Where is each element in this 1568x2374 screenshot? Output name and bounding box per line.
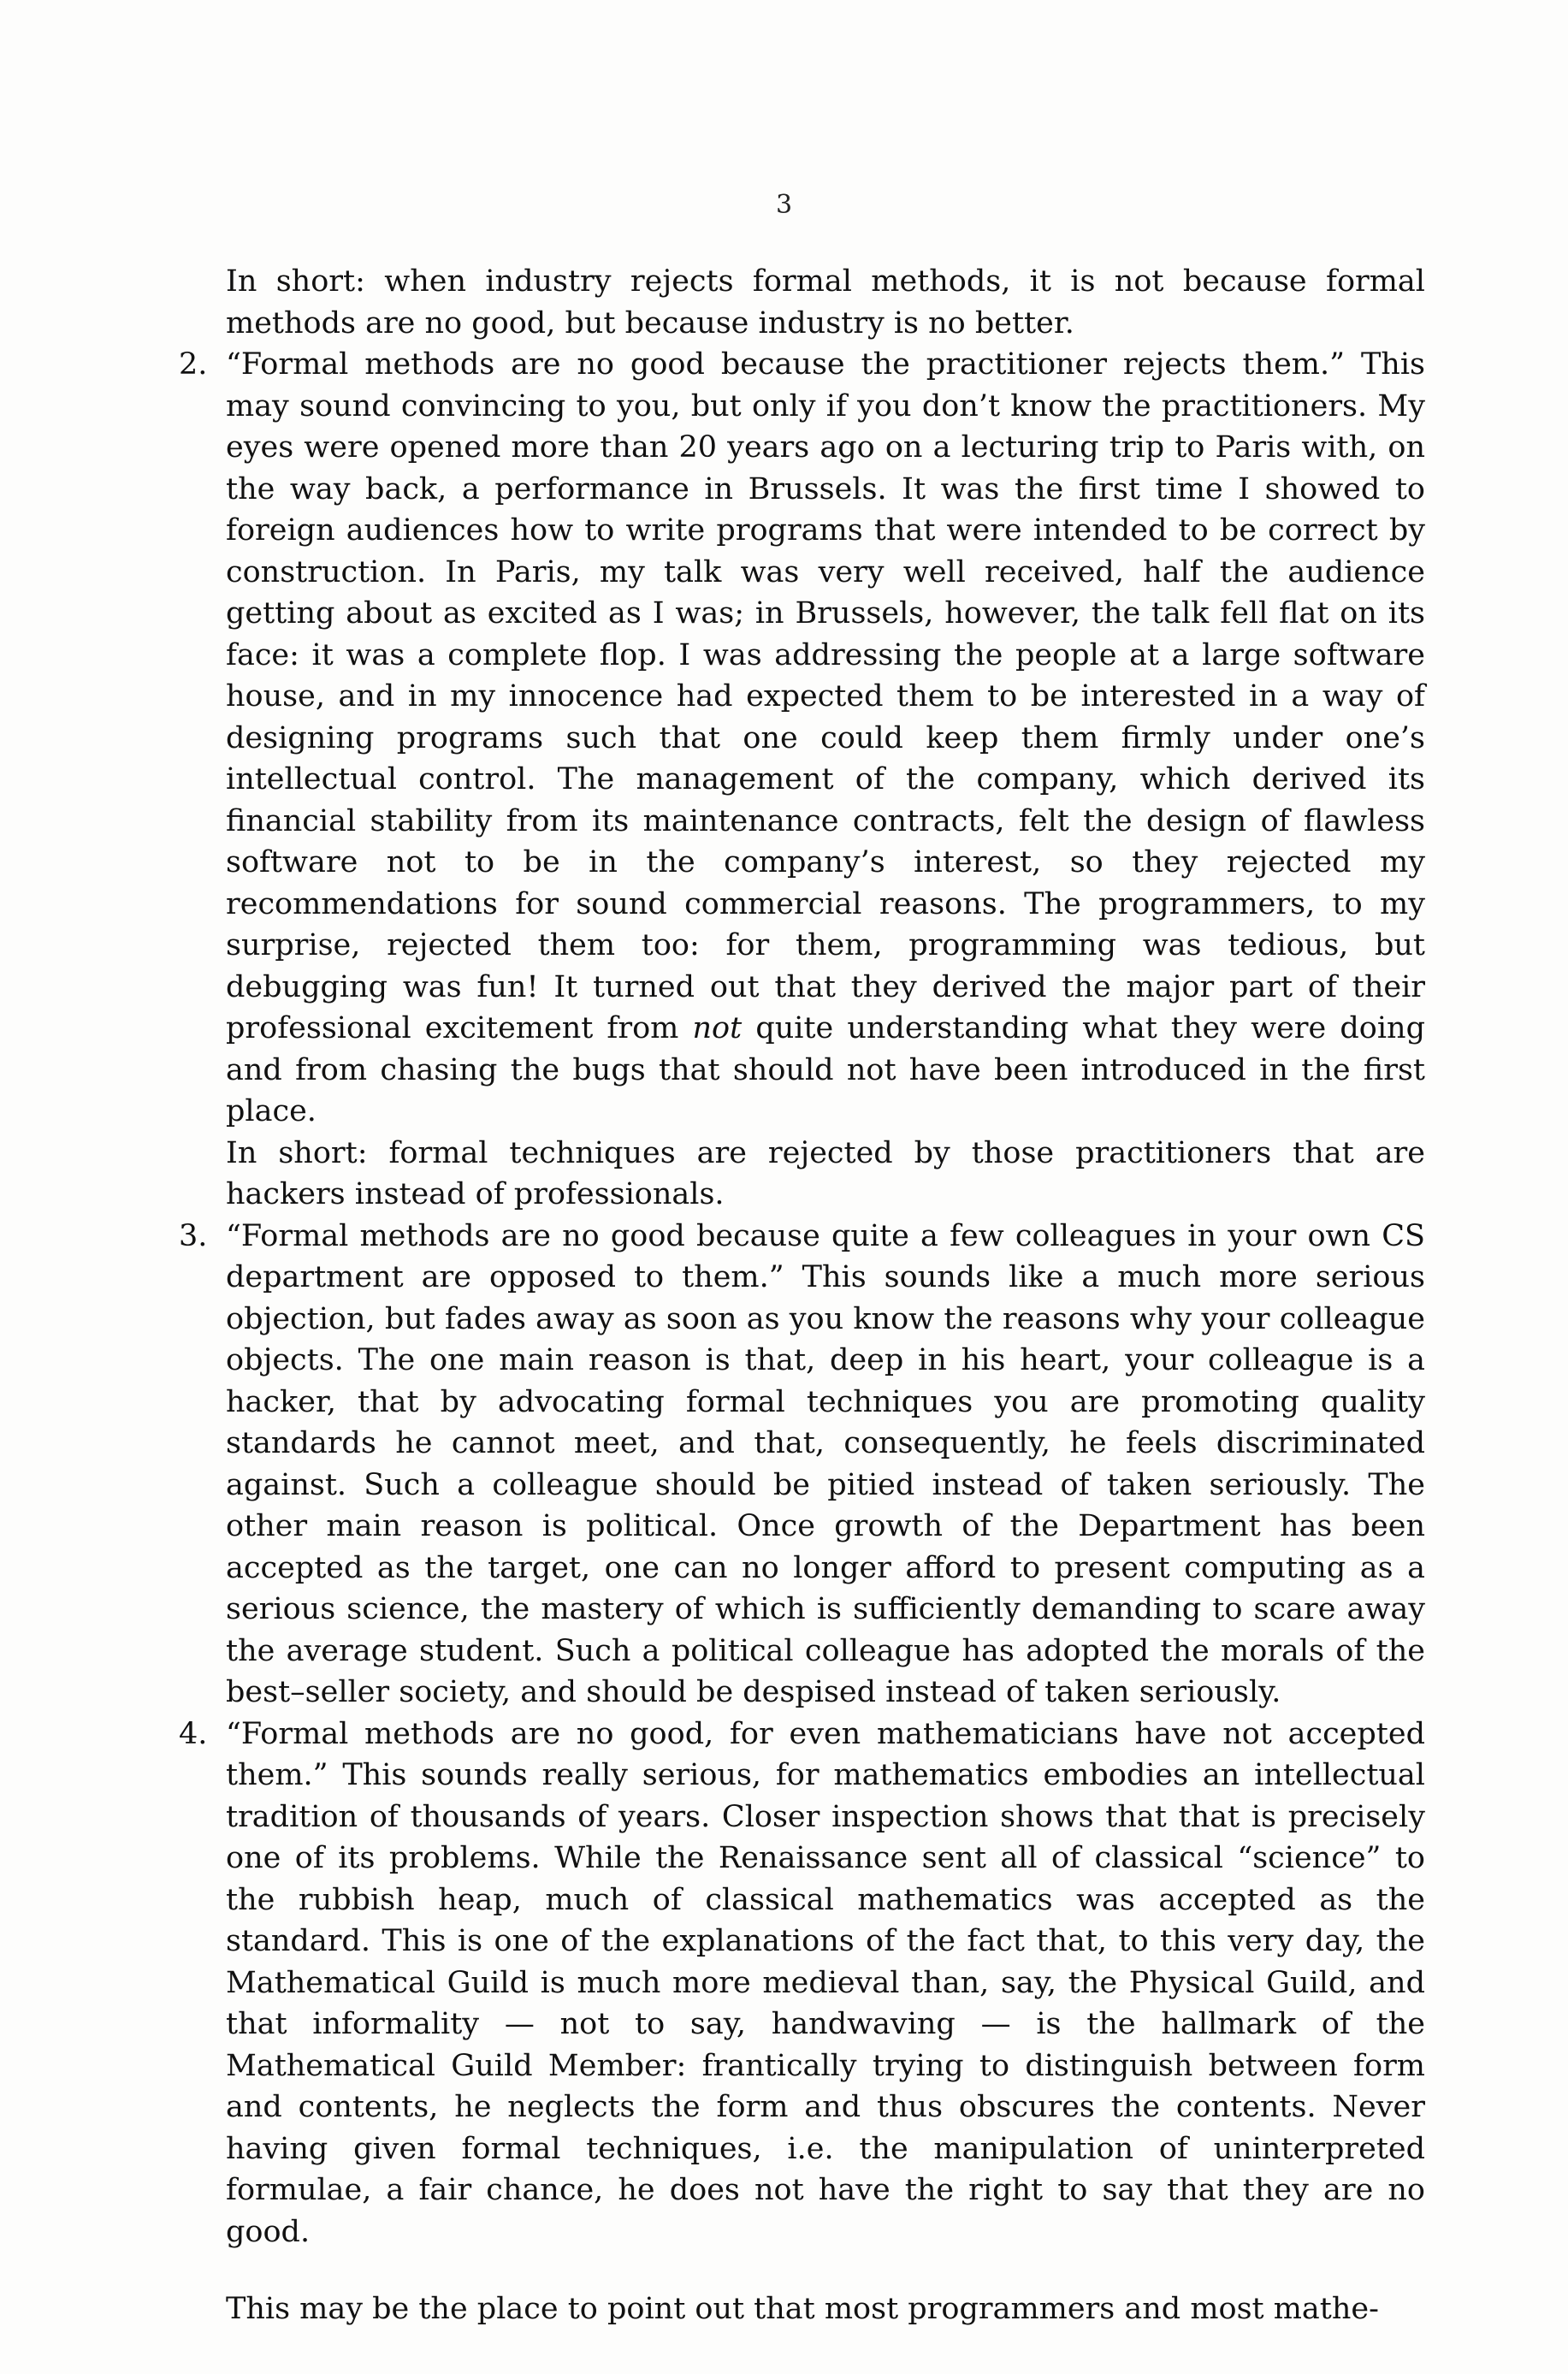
list-item-number: 3. — [179, 1218, 208, 1253]
page-body — [179, 261, 1425, 2330]
paragraph-gap — [226, 2253, 1425, 2288]
list-item-2-summary: In short: formal techniques are rejected by those practitioners that are hackers instead of professionals. — [226, 1135, 1425, 1211]
list-item-2-text-part2: quite understanding what they were doing and from chasing the bugs that should not have been introduced in the first place. — [226, 1011, 1425, 1128]
list-item-4 — [179, 1714, 1425, 2253]
list-item-number: 4. — [179, 1716, 208, 1751]
intro-summary-paragraph: In short: when industry rejects formal methods, it is not because formal methods are no good, but because industry is no better. — [226, 264, 1425, 340]
emphasis-not: not — [692, 1011, 743, 1045]
list-item-3-text: “Formal methods are no good because quite a few colleagues in your own CS department are opposed to them.” This sounds like a much more serious objection, but fades away as soon as you know the reasons why your colleague objects. The one main reason is that, deep in his heart, your colleague is a hacker, that by advocating formal techniques you are promoting quality standards he cannot meet, and that, consequently, he feels discriminated against. Such a colleague should be pitied instead of taken seriously. The other main reason is political. Once growth of the Department has been accepted as the target, one can no longer afford to present computing as a serious science, the mastery of which is sufficiently demanding to scare away the average student. Such a political colleague has adopted the morals of the best–seller society, and should be despised instead of taken seriously. — [226, 1218, 1425, 1709]
list-item-2-text-part1: “Formal methods are no good because the practitioner rejects them.” This may sound convincing to you, but only if you don’t know the practitioners. My eyes were opened more than 20 years ago on a lecturing trip to Paris with, on the way back, a performance in Brussels. It was the first time I showed to foreign audiences how to write programs that were intended to be correct by construction. In Paris, my talk was very well received, half the audience getting about as excited as I was; in Brussels, however, the talk fell flat on its face: it was a complete flop. I was addressing the people at a large software house, and in my innocence had expected them to be interested in a way of designing programs such that one could keep them firmly under one’s intellectual control. The management of the company, which derived its financial stability from its maintenance contracts, felt the design of flawless software not to be in the company’s interest, so they rejected my recommendations for sound commercial reasons. The programmers, to my surprise, rejected them too: for them, programming was tedious, but debugging was fun! It turned out that they derived the major part of their professional excitement from — [226, 347, 1425, 1045]
list-item-number: 2. — [179, 347, 208, 382]
closing-paragraph: This may be the place to point out that most programmers and most mathe- — [226, 2292, 1379, 2326]
list-item-2-text — [226, 344, 1425, 1133]
page-number: 3 — [775, 190, 793, 220]
list-item-3 — [179, 1216, 1425, 1714]
list-item-2 — [179, 344, 1425, 1216]
list-item-4-text: “Formal methods are no good, for even mathematicians have not accepted them.” This sounds really serious, for mathematics embodies an intellectual tradition of thousands of years. Closer inspection shows that that is precisely one of its problems. While the Renaissance sent all of classical “science” to the rubbish heap, much of classical mathematics was accepted as the standard. This is one of the explanations of the fact that, to this very day, the Mathematical Guild is much more medieval than, say, the Physical Guild, and that informality — not to say, handwaving — is the hallmark of the Mathematical Guild Member: frantically trying to distinguish between form and contents, he neglects the form and thus obscures the contents. Never having given formal techniques, i.e. the manipulation of uninterpreted formulae, a fair chance, he does not have the right to say that they are no good. — [226, 1716, 1425, 2249]
